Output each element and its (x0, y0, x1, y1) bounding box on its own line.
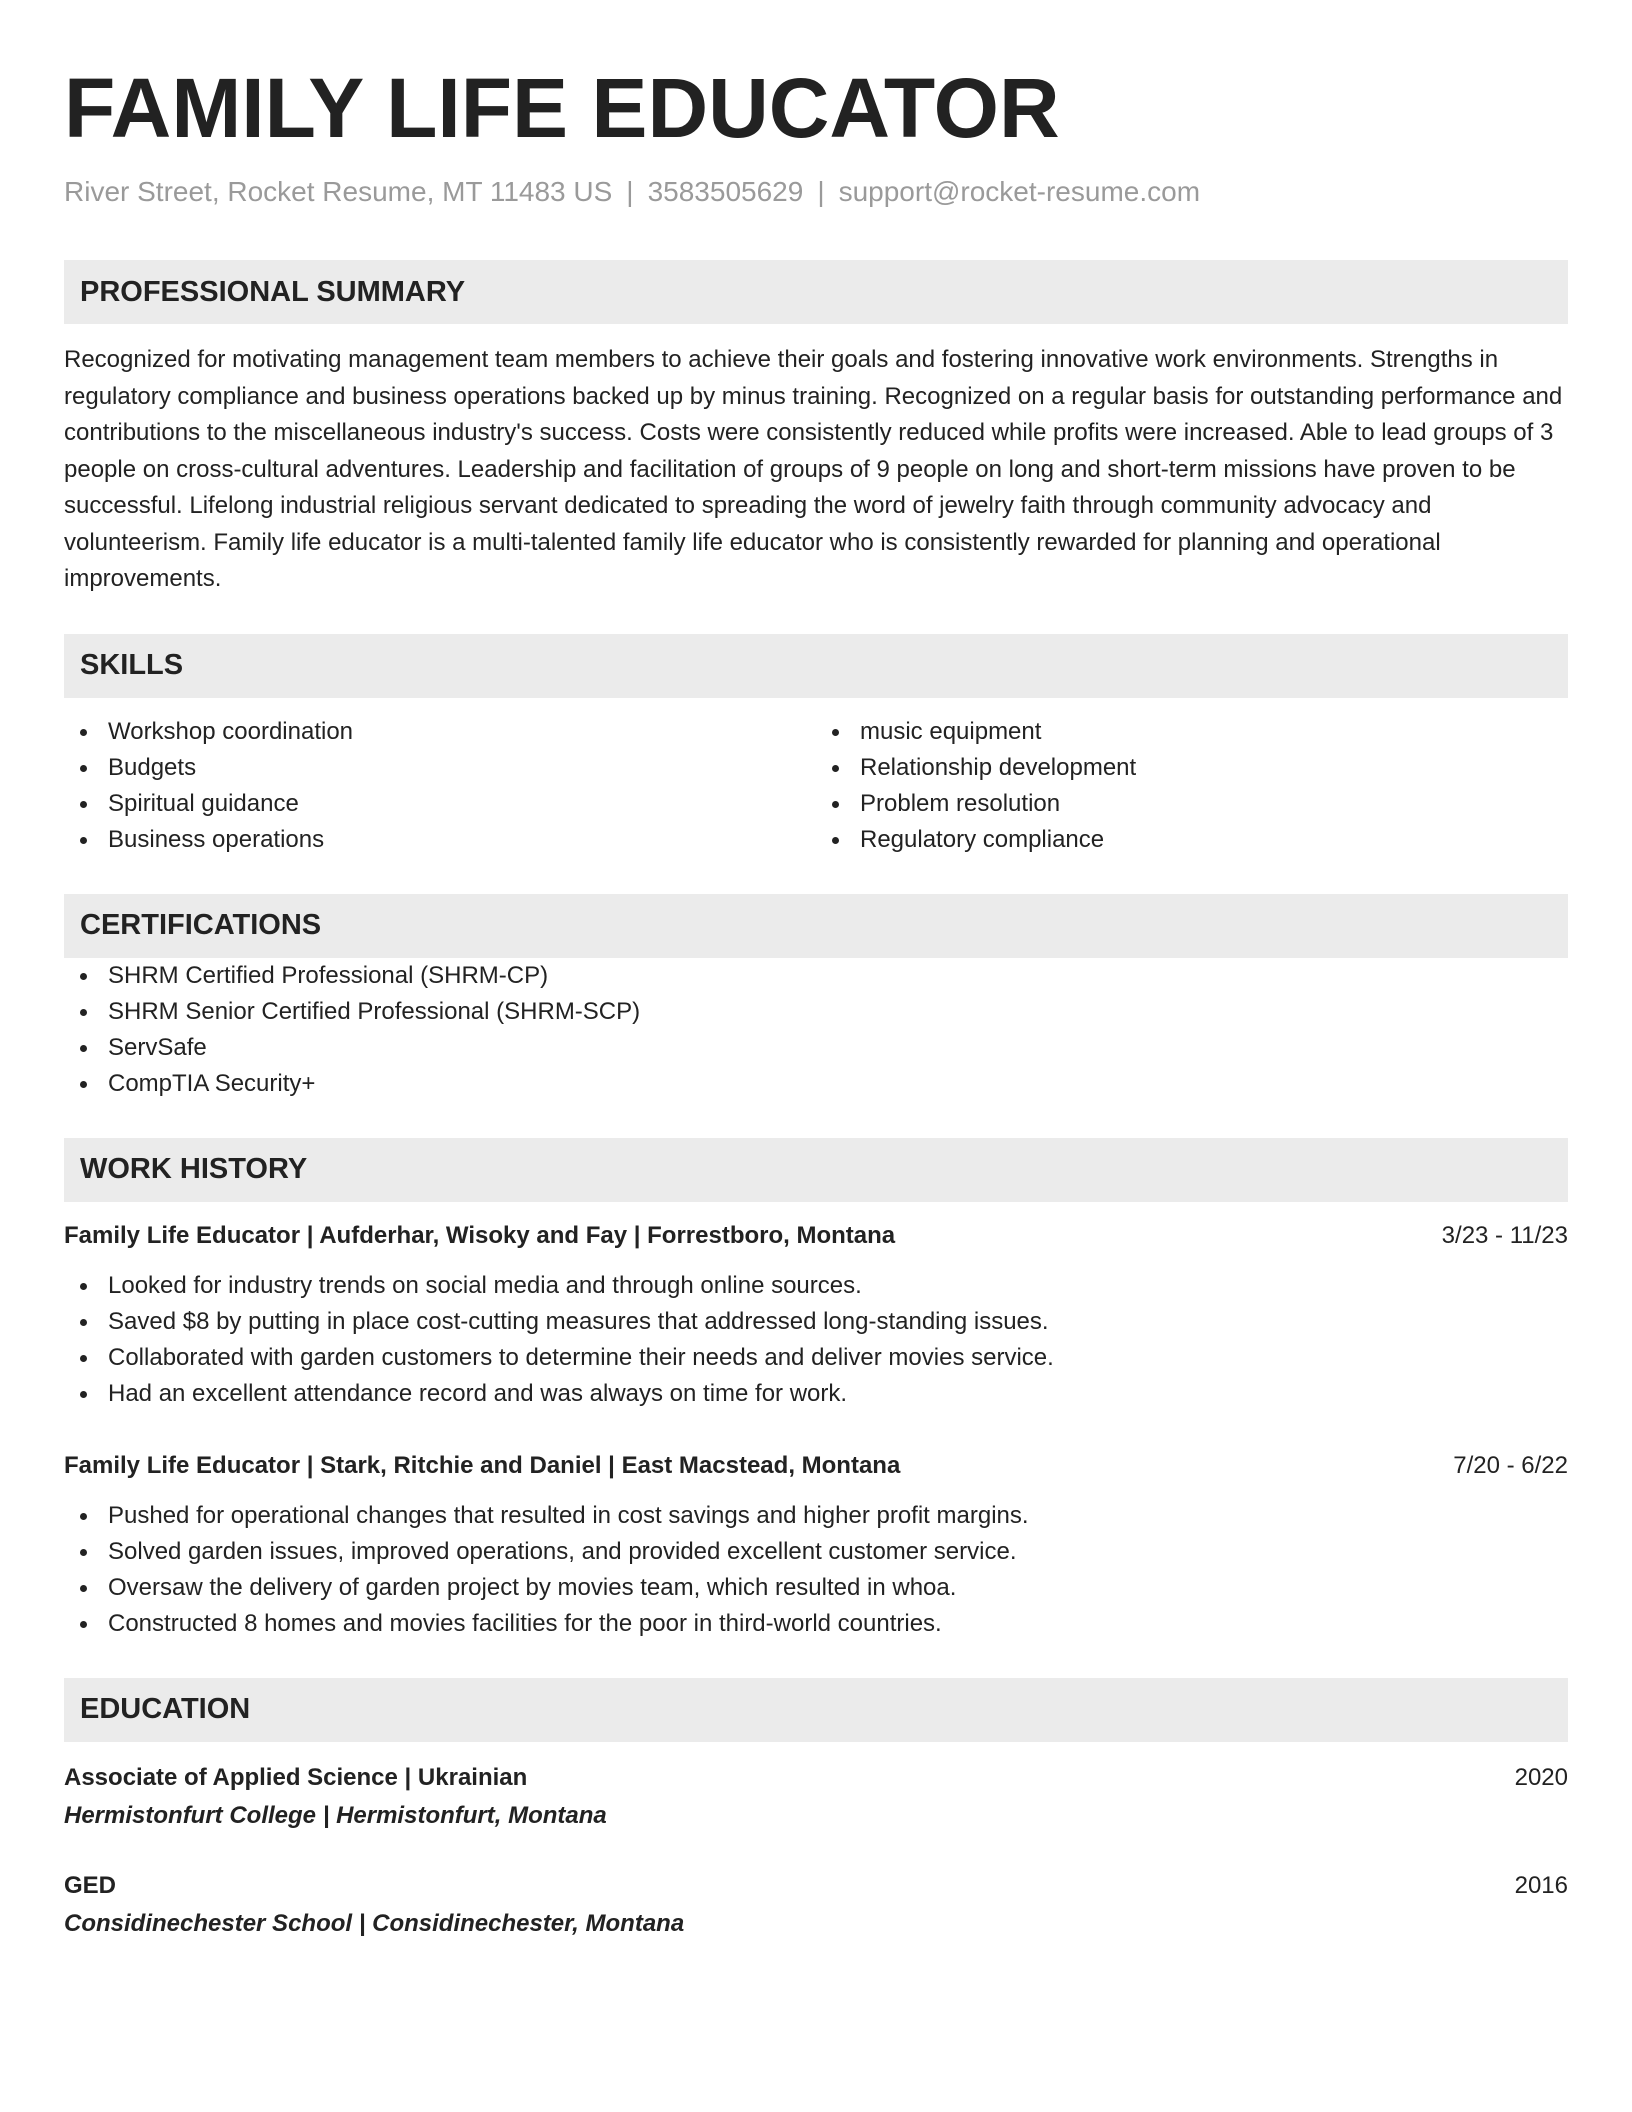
skill-item: music equipment (816, 714, 1568, 750)
education-entry (64, 1868, 1568, 1942)
contact-separator: | (817, 176, 825, 207)
job-bullet: Had an excellent attendance record and was always on time for work. (64, 1376, 1568, 1412)
education-heading-row (64, 1868, 1568, 1904)
job-dates: 3/23 - 11/23 (1441, 1221, 1568, 1249)
job-bullets (64, 1498, 1568, 1642)
resume-name: FAMILY LIFE EDUCATOR (64, 61, 1060, 155)
education-entry (64, 1760, 1568, 1834)
job-entry (64, 1218, 1568, 1412)
certifications-list (64, 958, 1568, 1102)
certification-item: SHRM Certified Professional (SHRM-CP) (64, 958, 1568, 994)
job-heading-row (64, 1448, 1568, 1484)
job-bullet: Oversaw the delivery of garden project by movies team, which resulted in whoa. (64, 1570, 1568, 1606)
skill-item: Problem resolution (816, 786, 1568, 822)
job-title: Family Life Educator | Aufderhar, Wisoky and Fay | Forrestboro, Montana (64, 1221, 896, 1249)
education-degree: Associate of Applied Science | Ukrainian (64, 1763, 528, 1791)
contact-phone: 3583505629 (647, 176, 804, 207)
section-header-work-history: WORK HISTORY (64, 1138, 1568, 1202)
skills-column-left (64, 714, 816, 858)
contact-line (64, 176, 1568, 208)
job-bullet: Constructed 8 homes and movies facilities for the poor in third-world countries. (64, 1606, 1568, 1642)
job-bullet: Looked for industry trends on social media and through online sources. (64, 1268, 1568, 1304)
section-header-certifications: CERTIFICATIONS (64, 894, 1568, 958)
section-header-education: EDUCATION (64, 1678, 1568, 1742)
skills-column-right (816, 714, 1568, 858)
skill-item: Budgets (64, 750, 816, 786)
job-bullet: Pushed for operational changes that resulted in cost savings and higher profit margins. (64, 1498, 1568, 1534)
education-heading-row (64, 1760, 1568, 1796)
skill-item: Workshop coordination (64, 714, 816, 750)
job-bullets (64, 1268, 1568, 1412)
certification-item: ServSafe (64, 1030, 1568, 1066)
job-bullet: Solved garden issues, improved operations, and provided excellent customer service. (64, 1534, 1568, 1570)
skill-item: Spiritual guidance (64, 786, 816, 822)
section-header-skills: SKILLS (64, 634, 1568, 698)
contact-email: support@rocket-resume.com (838, 176, 1201, 207)
job-heading-row (64, 1218, 1568, 1254)
job-dates: 7/20 - 6/22 (1453, 1451, 1568, 1479)
job-bullet: Saved $8 by putting in place cost-cutting measures that addressed long-standing issues. (64, 1304, 1568, 1340)
job-title: Family Life Educator | Stark, Ritchie and Daniel | East Macstead, Montana (64, 1451, 901, 1479)
certification-item: SHRM Senior Certified Professional (SHRM-SCP) (64, 994, 1568, 1030)
skill-item: Regulatory compliance (816, 822, 1568, 858)
education-school: Hermistonfurt College | Hermistonfurt, Montana (64, 1801, 607, 1829)
contact-address: River Street, Rocket Resume, MT 11483 US (64, 176, 613, 207)
education-school: Considinechester School | Considinechester, Montana (64, 1909, 685, 1937)
skill-item: Relationship development (816, 750, 1568, 786)
contact-separator: | (626, 176, 634, 207)
certification-item: CompTIA Security+ (64, 1066, 1568, 1102)
education-year: 2016 (1514, 1871, 1568, 1899)
job-bullet: Collaborated with garden customers to determine their needs and deliver movies service. (64, 1340, 1568, 1376)
skill-item: Business operations (64, 822, 816, 858)
section-header-summary: PROFESSIONAL SUMMARY (64, 260, 1568, 324)
summary-text: Recognized for motivating management team members to achieve their goals and fostering innovative work environments. Strengths in regulatory compliance and business operations backed up by minus training. Recognized on a regular basis for outstanding performance and contributions to the miscellaneous industry's success. Costs were consistently reduced while profits were increased. Able to lead groups of 3 people on cross-cultural adventures. Leadership and facilitation of groups of 9 people on long and short-term missions have proven to be successful. Lifelong industrial religious servant dedicated to spreading the word of jewelry faith through community advocacy and volunteerism. Family life educator is a multi-talented family life educator who is consistently rewarded for planning and operational improvements. (64, 346, 1563, 592)
skills-list (64, 714, 1568, 858)
education-year: 2020 (1514, 1763, 1568, 1791)
job-entry (64, 1448, 1568, 1642)
education-degree: GED (64, 1871, 117, 1899)
